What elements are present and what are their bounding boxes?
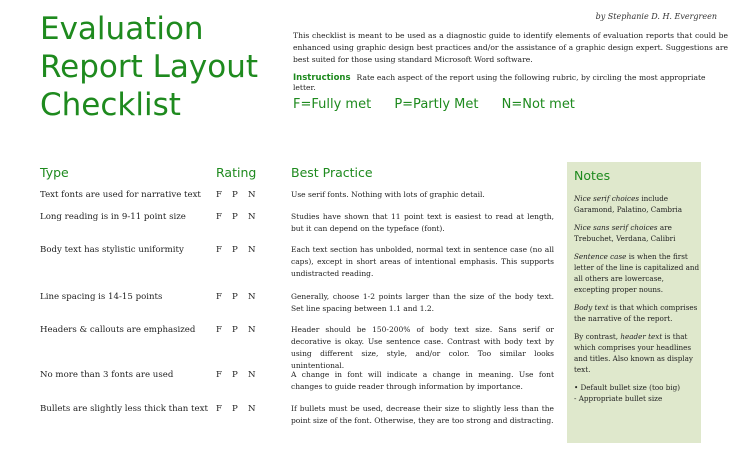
rating-f[interactable]: F: [216, 325, 223, 335]
note-header-content: is that which comprises your headlines and titles. Also known as display text.: [574, 332, 693, 374]
rating-n[interactable]: N: [248, 245, 257, 255]
row-best-practice: Use serif fonts. Nothing with lots of graphic detail.: [291, 190, 485, 199]
note-sentence-case: [574, 251, 701, 295]
note-sans-serif: [574, 222, 701, 244]
rating-p[interactable]: P: [232, 292, 239, 302]
rating-p[interactable]: P: [232, 190, 239, 200]
row-rating: [216, 325, 264, 335]
row-type: Bullets are slightly less thick than text: [40, 404, 208, 414]
intro-paragraph: This checklist is meant to be used as a diagnostic guide to identify elements of evaluation reports that could be enhanced using graphic design best practices and/or the assistance of a graphic design expert. Suggestions are best suited for those using standard Microsoft Word software.: [293, 31, 728, 64]
note-header-lead: By contrast,: [574, 332, 621, 341]
title-line-1: Evaluation: [40, 11, 204, 47]
rating-p[interactable]: P: [232, 245, 239, 255]
author-credit: by Stephanie D. H. Evergreen: [595, 12, 717, 21]
row-type: Line spacing is 14-15 points: [40, 292, 163, 302]
note-header-text: [574, 331, 701, 375]
row-rating: [216, 190, 264, 200]
rating-p[interactable]: P: [232, 325, 239, 335]
rating-f[interactable]: F: [216, 404, 223, 414]
note-sans-text: are Trebuchet, Verdana, Calibri: [574, 223, 676, 243]
title-line-3: Checklist: [40, 87, 181, 123]
note-serif-text: include Garamond, Palatino, Cambria: [574, 194, 683, 214]
note-body-text-content: is that which comprises the narrative of the report.: [574, 303, 698, 323]
legend-not-met: N=Not met: [501, 97, 575, 112]
note-body-term: Body text: [574, 303, 609, 312]
notes-title: Notes: [574, 168, 611, 183]
row-best-practice: Each text section has unbolded, normal text in sentence case (no all caps), except in short areas of intentional emphasis. This supports undistracted reading.: [291, 245, 554, 278]
bullet-example-appropriate: - Appropriate bullet size: [574, 394, 663, 403]
header-type: Type: [40, 165, 69, 180]
note-sans-term: Nice sans serif choices: [574, 223, 658, 232]
bullet-examples: [574, 382, 701, 404]
row-rating: [216, 292, 264, 302]
rating-p[interactable]: P: [232, 370, 239, 380]
row-best-practice: A change in font will indicate a change in meaning. Use font changes to guide reader through information by importance.: [291, 370, 554, 391]
rating-f[interactable]: F: [216, 190, 223, 200]
title-line-2: Report Layout: [40, 49, 258, 85]
note-body-text: [574, 302, 701, 324]
note-header-term: header text: [620, 332, 663, 341]
note-sentence-term: Sentence case: [574, 252, 627, 261]
row-rating: [216, 404, 264, 414]
row-best-practice: If bullets must be used, decrease their size to slightly less than the point size of the font. Otherwise, they are too strong and distracting.: [291, 404, 554, 425]
rating-n[interactable]: N: [248, 212, 257, 222]
header-best-practice: Best Practice: [291, 165, 373, 180]
instructions: [293, 73, 728, 92]
rating-f[interactable]: F: [216, 212, 223, 222]
rating-f[interactable]: F: [216, 292, 223, 302]
bullet-example-default: • Default bullet size (too big): [574, 383, 681, 392]
row-best-practice: Generally, choose 1-2 points larger than the size of the body text. Set line spacing between 1.1 and 1.2.: [291, 292, 554, 313]
row-best-practice: Header should be 150-200% of body text size. Sans serif or decorative is okay. Use sentence case. Contrast with body text by using different size, style, and/or color. Too similar looks unintentional.: [291, 325, 554, 370]
header-rating: Rating: [216, 165, 257, 180]
rating-p[interactable]: P: [232, 212, 239, 222]
row-type: Body text has stylistic uniformity: [40, 245, 184, 255]
row-type: Headers & callouts are emphasized: [40, 325, 196, 335]
instructions-text: Rate each aspect of the report using the following rubric, by circling the most appropriate letter.: [293, 73, 706, 92]
rating-n[interactable]: N: [248, 370, 257, 380]
rating-p[interactable]: P: [232, 404, 239, 414]
legend-partly-met: P=Partly Met: [394, 97, 479, 112]
rating-f[interactable]: F: [216, 370, 223, 380]
row-type: Text fonts are used for narrative text: [40, 190, 201, 200]
note-sentence-text: is when the first letter of the line is capitalized and all others are lowercase, excepting proper nouns.: [574, 252, 700, 294]
rating-legend: [293, 97, 594, 112]
note-serif: [574, 193, 701, 215]
notes-panel: [567, 162, 701, 443]
note-serif-term: Nice serif choices: [574, 194, 640, 203]
legend-fully-met: F=Fully met: [293, 97, 372, 112]
row-type: No more than 3 fonts are used: [40, 370, 174, 380]
rating-f[interactable]: F: [216, 245, 223, 255]
instructions-label: Instructions: [293, 73, 351, 83]
row-rating: [216, 245, 264, 255]
row-best-practice: Studies have shown that 11 point text is easiest to read at length, but it can depend on the typeface (font).: [291, 212, 554, 233]
row-rating: [216, 370, 264, 380]
rating-n[interactable]: N: [248, 325, 257, 335]
row-rating: [216, 212, 264, 222]
rating-n[interactable]: N: [248, 404, 257, 414]
row-type: Long reading is in 9-11 point size: [40, 212, 186, 222]
rating-n[interactable]: N: [248, 190, 257, 200]
rating-n[interactable]: N: [248, 292, 257, 302]
page-title: [40, 10, 280, 124]
